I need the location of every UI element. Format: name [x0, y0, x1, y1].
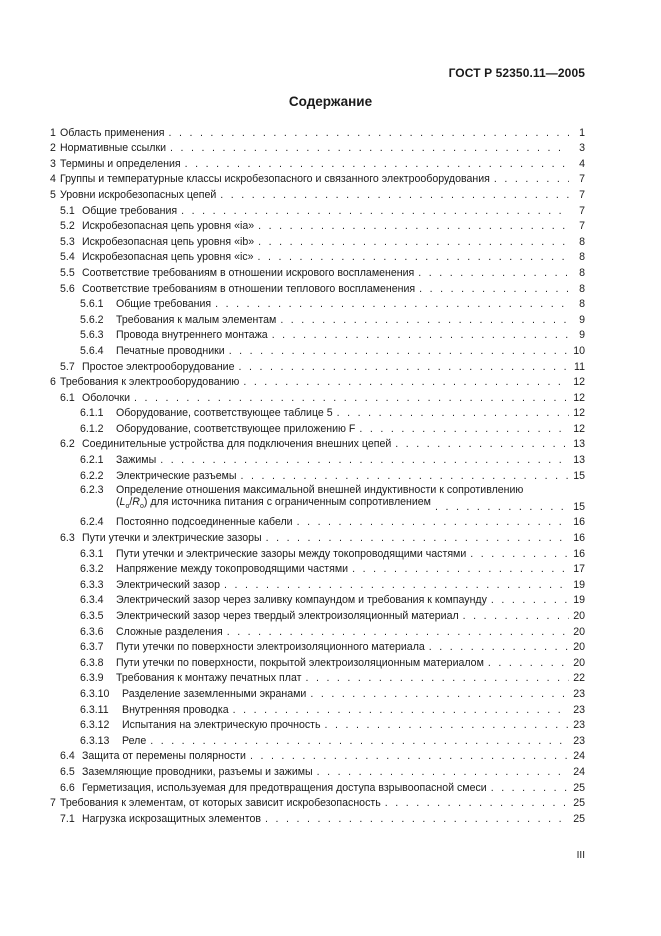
- toc-entry[interactable]: [50, 202, 585, 218]
- toc-entry-title: Искробезопасная цепь уровня «ia»: [82, 220, 255, 233]
- toc-leader-dots: [280, 313, 569, 327]
- toc-entry-title: Пути утечки по поверхности, покрытой электроизоляционным материалом: [116, 656, 484, 669]
- toc-entry-page: 7: [579, 220, 585, 233]
- toc-entry-number: 6.3.10: [80, 687, 110, 700]
- toc-entry[interactable]: [50, 249, 585, 265]
- toc-entry-number: 6.3.8: [80, 656, 104, 669]
- toc-entry[interactable]: [50, 529, 585, 545]
- toc-entry-page: 7: [579, 173, 585, 186]
- toc-entry-number: 6.3.7: [80, 641, 104, 654]
- toc-entry-number: 1: [50, 126, 56, 139]
- toc-entry[interactable]: [50, 592, 585, 608]
- toc-leader-dots: [305, 671, 569, 685]
- toc-entry-number: 6.3.11: [80, 703, 109, 716]
- toc-entry-title: Общие требования: [82, 204, 178, 217]
- toc-leader-dots: [265, 812, 569, 826]
- toc-entry-page: 12: [573, 376, 585, 389]
- toc-entry-number: 6.3.3: [80, 578, 104, 591]
- toc-entry[interactable]: [50, 436, 585, 452]
- toc-entry[interactable]: [50, 685, 585, 701]
- toc-leader-dots: [395, 437, 569, 451]
- toc-leader-dots: [359, 422, 569, 436]
- toc-entry-title: Требования к электрооборудованию: [60, 376, 240, 389]
- toc-entry-number: 6.3.12: [80, 719, 110, 732]
- toc-leader-dots: [297, 515, 569, 529]
- toc-entry-title: Простое электрооборудование: [82, 360, 235, 373]
- toc-entry-number: 5.7: [60, 360, 75, 373]
- table-of-contents: [50, 124, 585, 826]
- toc-leader-dots: [488, 656, 569, 670]
- toc-entry-page: 22: [573, 672, 585, 685]
- toc-entry-title: Область применения: [60, 126, 165, 139]
- toc-entry-number: 7.1: [60, 812, 75, 825]
- toc-entry-title: Испытания на электрическую прочность: [122, 719, 321, 732]
- toc-leader-dots: [419, 282, 569, 296]
- toc-entry-title: Зажимы: [116, 454, 157, 467]
- toc-entry-page: 12: [573, 407, 585, 420]
- toc-entry-title: Пути утечки и электрические зазоры между токопроводящими частями: [116, 547, 467, 560]
- toc-entry[interactable]: [50, 670, 585, 686]
- toc-leader-dots: [134, 391, 569, 405]
- toc-entry-title: Термины и определения: [60, 157, 181, 170]
- toc-entry-page: 20: [573, 641, 585, 654]
- toc-leader-dots: [170, 141, 569, 155]
- toc-leader-dots: [224, 578, 569, 592]
- toc-entry-number: 6.3.13: [80, 734, 110, 747]
- toc-entry-number: 5.6: [60, 282, 75, 295]
- toc-leader-dots: [181, 204, 569, 218]
- toc-leader-dots: [150, 734, 569, 748]
- toc-leader-dots: [418, 266, 569, 280]
- toc-entry-title: Оборудование, соответствующее приложению F: [116, 422, 356, 435]
- toc-entry[interactable]: [50, 405, 585, 421]
- toc-entry[interactable]: [50, 280, 585, 296]
- toc-entry[interactable]: [50, 233, 585, 249]
- toc-leader-dots: [463, 609, 569, 623]
- toc-leader-dots: [220, 188, 569, 202]
- toc-entry-number: 5: [50, 188, 56, 201]
- toc-entry-title: Требования к монтажу печатных плат: [116, 672, 302, 685]
- toc-entry[interactable]: [50, 124, 585, 140]
- toc-entry-title: Герметизация, используемая для предотвращения доступа взрывоопасной смеси: [82, 781, 487, 794]
- toc-leader-dots: [435, 500, 569, 514]
- toc-entry-number: 2: [50, 142, 56, 155]
- toc-entry-title: Сложные разделения: [116, 625, 223, 638]
- toc-entry-title: Искробезопасная цепь уровня «ic»: [82, 251, 254, 264]
- toc-entry[interactable]: [50, 296, 585, 312]
- toc-entry-page: 24: [573, 765, 585, 778]
- toc-entry-title: Требования к элементам, от которых зависит искробезопасность: [60, 797, 381, 810]
- toc-leader-dots: [258, 235, 569, 249]
- toc-entry[interactable]: [50, 763, 585, 779]
- toc-entry-page: 8: [579, 298, 585, 311]
- toc-leader-dots: [258, 250, 569, 264]
- toc-entry[interactable]: [50, 264, 585, 280]
- toc-entry-page: 13: [573, 454, 585, 467]
- toc-entry-title: Электрические разъемы: [116, 469, 237, 482]
- toc-entry[interactable]: [50, 358, 585, 374]
- toc-entry-page: 9: [579, 313, 585, 326]
- toc-leader-dots: [429, 640, 569, 654]
- toc-leader-dots: [266, 531, 569, 545]
- toc-entry[interactable]: [50, 717, 585, 733]
- toc-entry-number: 6.5: [60, 765, 75, 778]
- toc-entry-title: Защита от перемены полярности: [82, 750, 246, 763]
- toc-entry-title: Провода внутреннего монтажа: [116, 329, 268, 342]
- toc-entry-page: 8: [579, 251, 585, 264]
- toc-entry[interactable]: [50, 327, 585, 343]
- toc-leader-dots: [241, 469, 569, 483]
- toc-leader-dots: [470, 547, 569, 561]
- toc-entry[interactable]: [50, 810, 585, 826]
- toc-leader-dots: [185, 157, 569, 171]
- toc-entry-page: 11: [574, 360, 585, 373]
- toc-entry-title: Искробезопасная цепь уровня «ib»: [82, 235, 255, 248]
- toc-entry-title: Соответствие требованиям в отношении искрового воспламенения: [82, 266, 415, 279]
- toc-leader-dots: [317, 765, 569, 779]
- toc-entry[interactable]: [50, 639, 585, 655]
- toc-leader-dots: [325, 718, 569, 732]
- toc-entry-number: 6.3: [60, 532, 75, 545]
- toc-entry[interactable]: [50, 342, 585, 358]
- toc-entry-number: 5.6.2: [80, 313, 104, 326]
- toc-entry-number: 6.6: [60, 781, 75, 794]
- toc-entry-number: 6: [50, 376, 56, 389]
- toc-leader-dots: [215, 297, 569, 311]
- toc-entry-page: 16: [573, 547, 585, 560]
- toc-entry-title: Уровни искробезопасных цепей: [60, 188, 217, 201]
- toc-entry-number: 6.3.9: [80, 672, 104, 685]
- toc-entry-title: Пути утечки по поверхности электроизоляционного материала: [116, 641, 425, 654]
- document-id: ГОСТ Р 52350.11—2005: [448, 66, 585, 80]
- toc-entry-title: Заземляющие проводники, разъемы и зажимы: [82, 765, 313, 778]
- toc-entry-title: Электрический зазор через твердый электроизоляционный материал: [116, 610, 459, 622]
- toc-entry-page: 1: [579, 126, 585, 139]
- page-folio: III: [576, 850, 585, 861]
- toc-entry[interactable]: [50, 623, 585, 639]
- toc-entry[interactable]: [50, 218, 585, 234]
- toc-entry-title: Внутренняя проводка: [122, 703, 229, 716]
- toc-entry-page: 12: [573, 422, 585, 435]
- toc-entry-page: 8: [579, 235, 585, 248]
- toc-leader-dots: [258, 219, 569, 233]
- toc-entry-title: Электрический зазор: [116, 578, 221, 591]
- toc-entry-page: 16: [573, 516, 585, 529]
- toc-entry-title: Постоянно подсоединенные кабели: [116, 516, 293, 529]
- toc-entry[interactable]: [50, 389, 585, 405]
- toc-leader-dots: [233, 703, 569, 717]
- toc-entry-page: 8: [579, 282, 585, 295]
- toc-entry[interactable]: [50, 186, 585, 202]
- toc-entry-page: 9: [579, 329, 585, 342]
- toc-entry-page: 16: [573, 532, 585, 545]
- toc-entry-page: 7: [579, 204, 585, 217]
- toc-heading: Содержание: [288, 94, 373, 109]
- toc-entry-page: 3: [579, 142, 585, 155]
- toc-entry-page: 12: [573, 391, 585, 404]
- toc-entry-page: 24: [573, 750, 585, 763]
- toc-entry-title: Нагрузка искрозащитных элементов: [82, 812, 262, 825]
- toc-entry-title: Печатные проводники: [116, 344, 225, 357]
- toc-entry[interactable]: [50, 171, 585, 187]
- toc-entry-page: 19: [573, 578, 585, 591]
- toc-leader-dots: [491, 593, 569, 607]
- toc-entry-title: Соответствие требованиям в отношении теплового воспламенения: [82, 282, 416, 295]
- toc-entry-title: Определение отношения максимальной внешней индуктивности к сопротивлению: [116, 483, 524, 496]
- toc-entry-number: 6.2: [60, 438, 75, 451]
- toc-leader-dots: [491, 781, 569, 795]
- toc-entry-number: 6.1.2: [80, 422, 104, 435]
- toc-entry-title: Соединительные устройства для подключения внешних цепей: [82, 438, 392, 451]
- toc-entry-page: 15: [573, 500, 585, 513]
- toc-entry[interactable]: [50, 654, 585, 670]
- toc-entry-page: 7: [579, 188, 585, 201]
- toc-entry-number: 4: [50, 173, 56, 186]
- toc-leader-dots: [272, 328, 569, 342]
- toc-entry-title: Разделение заземленными экранами: [122, 687, 307, 700]
- toc-entry-title-continuation: $(L_o/R_o)$ для источника питания с ограниченным сопротивлением: [116, 495, 431, 510]
- toc-entry[interactable]: [50, 514, 585, 530]
- toc-entry[interactable]: [50, 701, 585, 717]
- toc-entry[interactable]: [50, 576, 585, 592]
- toc-entry-title: Оборудование, соответствующее таблице 5: [116, 407, 333, 420]
- toc-leader-dots: [239, 360, 570, 374]
- toc-entry-title: Напряжение между токопроводящими частями: [116, 563, 349, 576]
- toc-entry[interactable]: [50, 607, 585, 623]
- toc-entry[interactable]: [50, 420, 585, 436]
- toc-entry-number: 6.4: [60, 750, 75, 763]
- toc-entry-page: 23: [573, 687, 585, 700]
- toc-entry-number: 6.1: [60, 391, 75, 404]
- toc-leader-dots: [227, 625, 569, 639]
- toc-entry-title: Требования к малым элементам: [116, 313, 277, 326]
- toc-entry[interactable]: [50, 795, 585, 811]
- toc-entry-page: 10: [573, 344, 585, 357]
- toc-entry-page: 25: [573, 781, 585, 794]
- toc-leader-dots: [494, 172, 569, 186]
- toc-entry-number: 5.3: [60, 235, 75, 248]
- toc-entry-page: 20: [573, 610, 585, 622]
- toc-entry-title: Нормативные ссылки: [60, 142, 167, 155]
- toc-entry-number: 5.6.4: [80, 344, 104, 357]
- toc-entry-page: 23: [573, 719, 585, 732]
- toc-leader-dots: [352, 562, 569, 576]
- toc-entry-number: 6.3.6: [80, 625, 104, 638]
- toc-entry[interactable]: [50, 779, 585, 795]
- toc-leader-dots: [337, 406, 569, 420]
- toc-entry-number: 6.1.1: [80, 407, 104, 420]
- toc-entry-page: 15: [573, 469, 585, 482]
- toc-entry-title: Группы и температурные классы искробезопасного и связанного электрооборудования: [60, 173, 490, 186]
- toc-entry[interactable]: [50, 545, 585, 561]
- toc-entry-page: 13: [573, 438, 585, 451]
- toc-leader-dots: [229, 344, 569, 358]
- toc-entry-page: 25: [573, 797, 585, 810]
- toc-entry[interactable]: [50, 732, 585, 748]
- toc-entry-number: 5.4: [60, 251, 75, 264]
- toc-entry[interactable]: [50, 374, 585, 390]
- toc-entry[interactable]: [50, 155, 585, 171]
- toc-entry-page: 23: [573, 734, 585, 747]
- toc-entry-title: Общие требования: [116, 298, 212, 311]
- toc-entry-title: Пути утечки и электрические зазоры: [82, 532, 262, 545]
- toc-entry-number: 6.3.4: [80, 594, 104, 607]
- toc-entry-page: 23: [573, 703, 585, 716]
- toc-entry-page: 4: [579, 157, 585, 170]
- toc-entry-number: 6.2.1: [80, 454, 104, 467]
- toc-entry-number: 6.3.1: [80, 547, 104, 560]
- toc-entry-number: 6.3.2: [80, 563, 104, 576]
- toc-entry-number: 5.1: [60, 204, 75, 217]
- toc-leader-dots: [160, 453, 569, 467]
- toc-entry[interactable]: [50, 467, 585, 483]
- toc-entry-title: Оболочки: [82, 391, 130, 404]
- toc-entry-number: 5.6.1: [80, 298, 104, 311]
- toc-entry-page: 25: [573, 812, 585, 825]
- toc-entry-title: Электрический зазор через заливку компаундом и требования к компаунду: [116, 594, 487, 607]
- toc-entry-title: Реле: [122, 734, 147, 747]
- toc-entry[interactable]: [50, 561, 585, 577]
- toc-entry-number: 6.3.5: [80, 610, 104, 622]
- toc-entry[interactable]: [50, 451, 585, 467]
- toc-entry[interactable]: [50, 483, 585, 514]
- toc-entry-number: 5.6.3: [80, 329, 104, 342]
- toc-leader-dots: [250, 749, 569, 763]
- toc-entry-page: 20: [573, 656, 585, 669]
- toc-entry[interactable]: [50, 140, 585, 156]
- toc-entry-page: 8: [579, 266, 585, 279]
- toc-entry-page: 20: [573, 625, 585, 638]
- toc-entry-number: 5.2: [60, 220, 75, 233]
- toc-entry-number: 5.5: [60, 266, 75, 279]
- toc-leader-dots: [310, 687, 569, 701]
- toc-leader-dots: [385, 796, 569, 810]
- toc-leader-dots: [243, 375, 569, 389]
- toc-entry-number: 6.2.4: [80, 516, 104, 529]
- toc-entry-page: 19: [573, 594, 585, 607]
- toc-entry-number: 7: [50, 797, 56, 810]
- toc-entry-number: 3: [50, 157, 56, 170]
- toc-entry-number: 6.2.3: [80, 483, 104, 496]
- toc-leader-dots: [168, 126, 569, 140]
- toc-entry-number: 6.2.2: [80, 469, 104, 482]
- toc-entry[interactable]: [50, 311, 585, 327]
- toc-entry-page: 17: [573, 563, 585, 576]
- toc-entry[interactable]: [50, 748, 585, 764]
